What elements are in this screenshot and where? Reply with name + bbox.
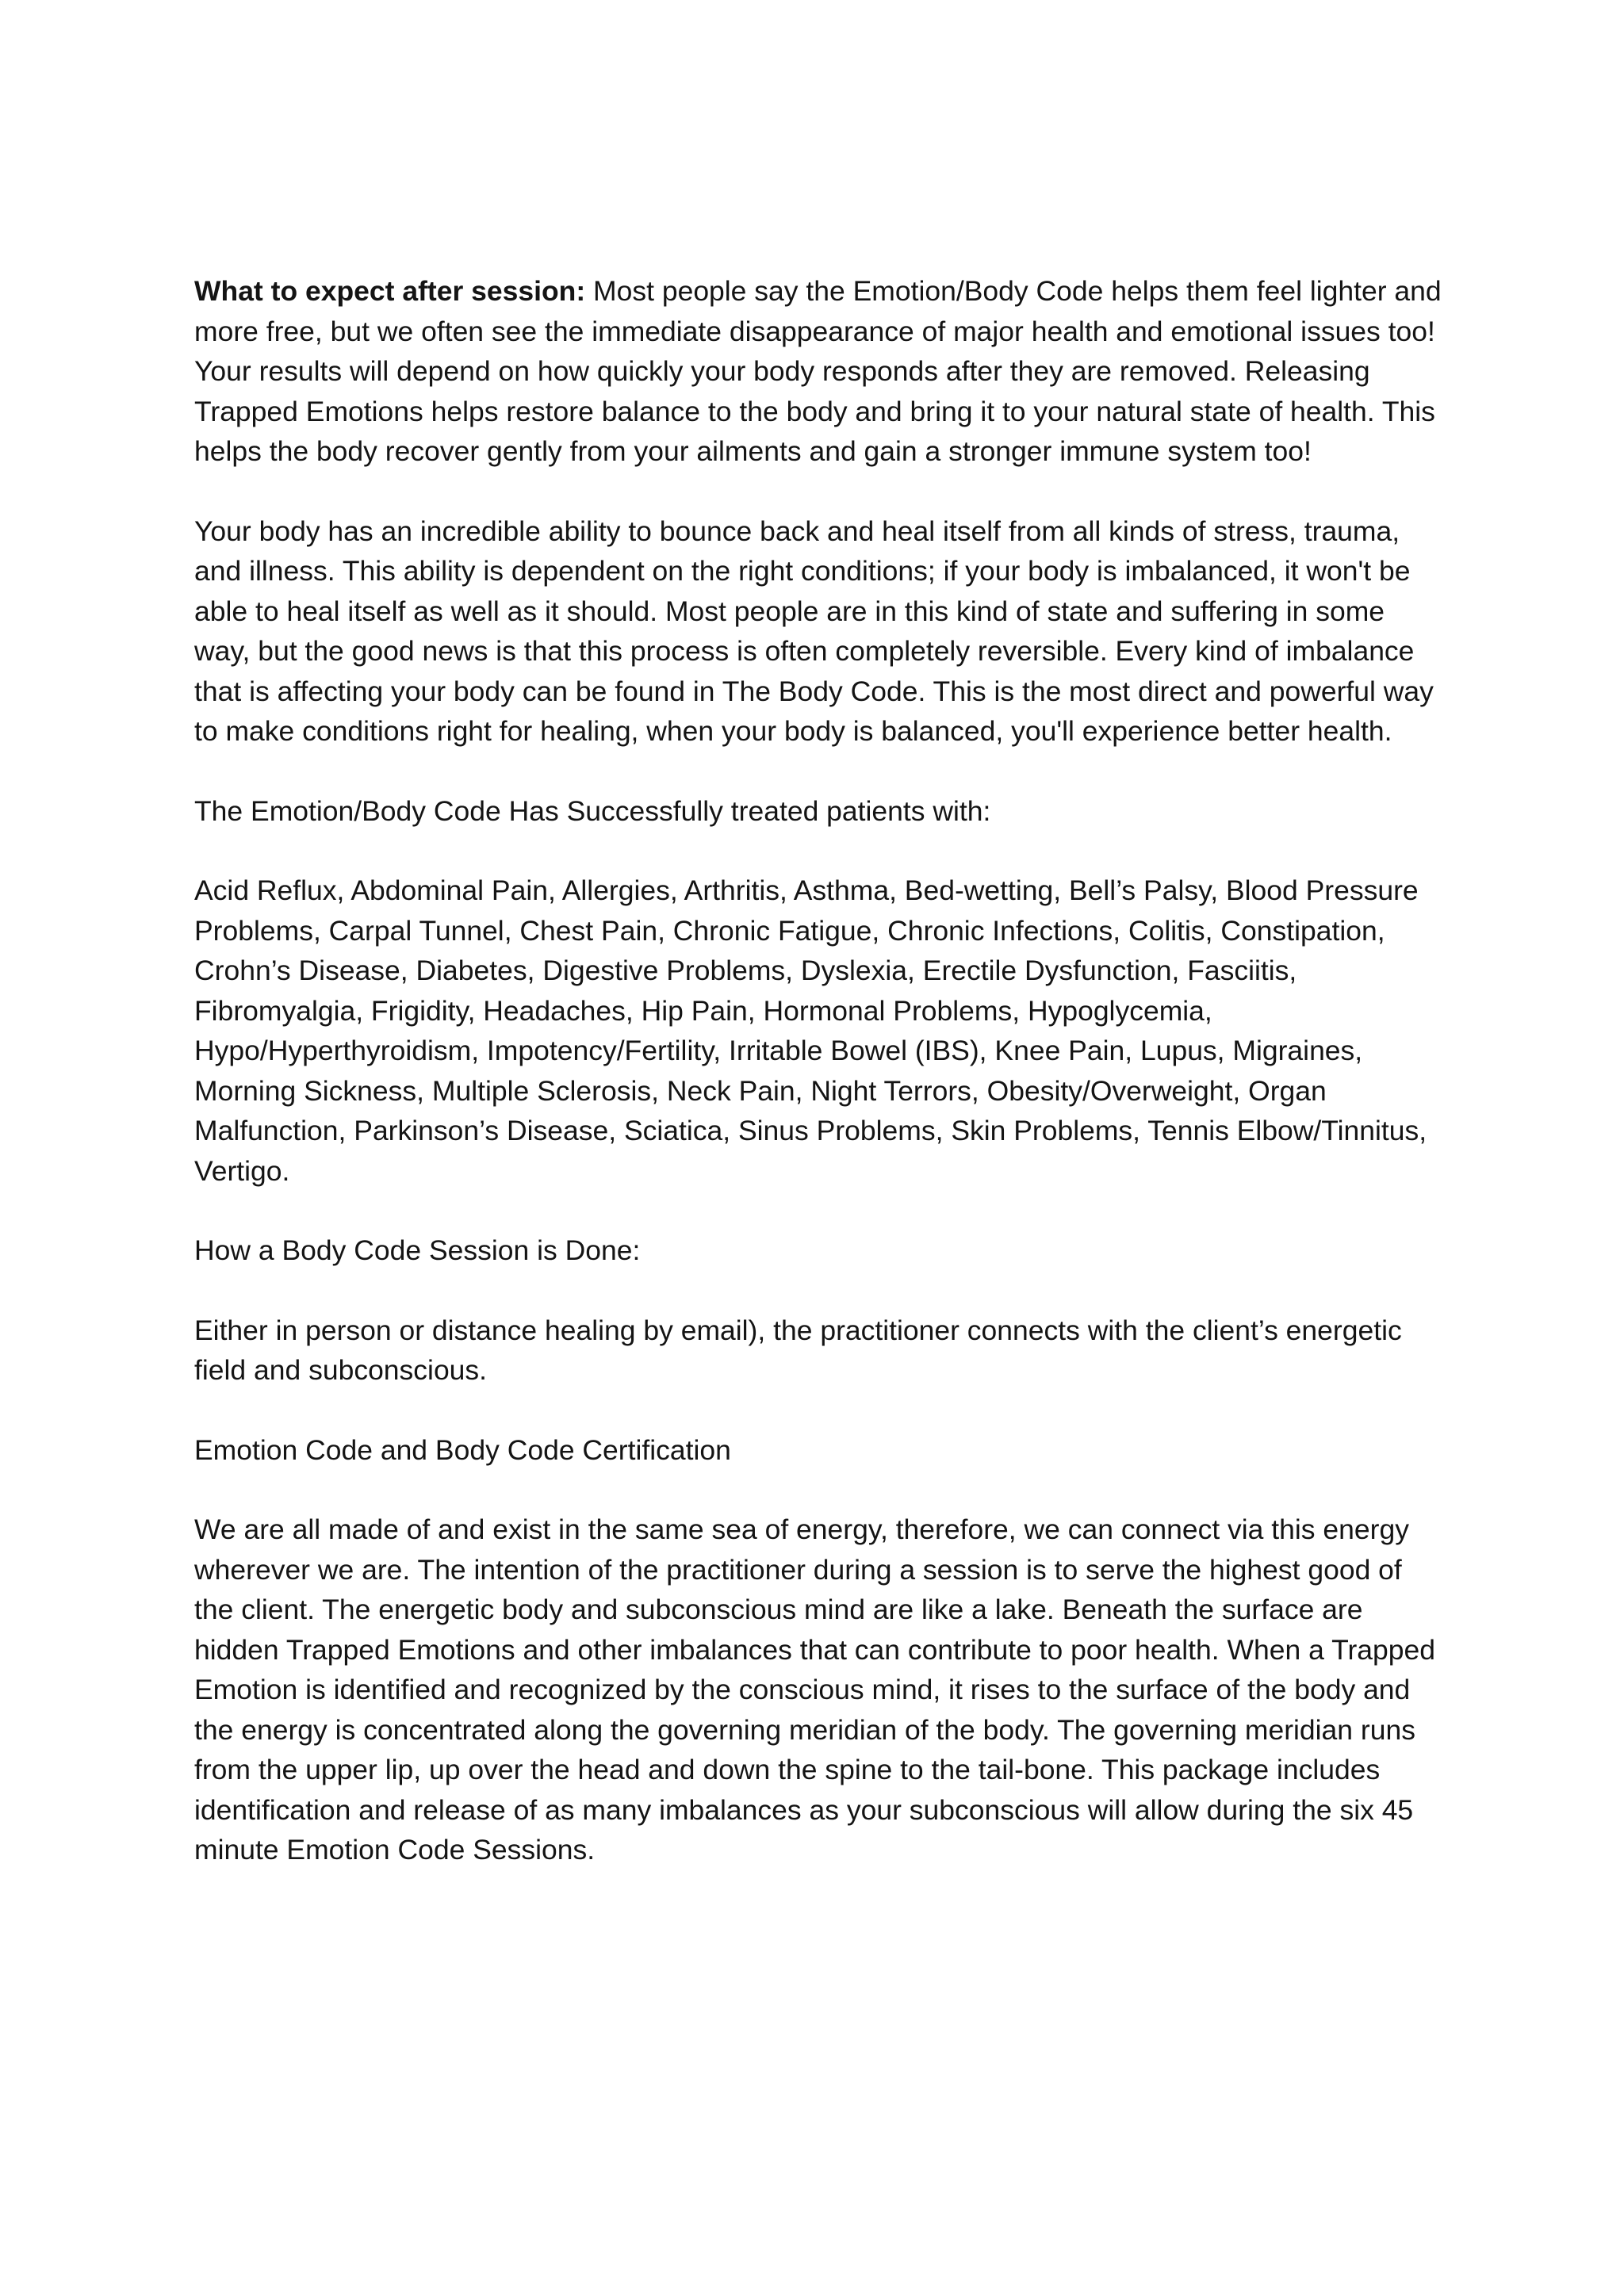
intro-lead: What to expect after session: xyxy=(194,275,586,307)
session-heading: How a Body Code Session is Done: xyxy=(194,1234,641,1266)
conditions-list: Acid Reflux, Abdominal Pain, Allergies, Arthritis, Asthma, Bed-wetting, Bell’s Palsy, Blood Pressure Problems, Carpal Tunnel, Chest Pain, Chronic Fatigue, Chronic Infections, Colitis, Constipation, Crohn’s Disease, Diabetes, Digestive Problems, Dyslexia, Erectile Dysfunction, Fasciitis, Fibromyalgia, Frigidity, Headaches, Hip Pain, Hormonal Problems, Hypoglycemia, Hypo/Hyperthyroidism, Impotency/Fertility, Irritable Bowel (IBS), Knee Pain, Lupus, Migraines, Morning Sickness, Multiple Sclerosis, Neck Pain, Night Terrors, Obesity/Overweight, Organ Malfunction, Parkinson’s Disease, Sciatica, Sinus Problems, Skin Problems, Tennis Elbow/Tinnitus, Vertigo. xyxy=(194,874,1427,1187)
energy-paragraph: We are all made of and exist in the same sea of energy, therefore, we can connect via this energy wherever we are. The intention of the practitioner during a session is to serve the highest good of the client. The energetic body and subconscious mind are like a lake. Beneath the surface are hidden Trapped Emotions and other imbalances that can contribute to poor health. When a Trapped Emotion is identified and recognized by the conscious mind, it rises to the surface of the body and the energy is concentrated along the governing meridian of the body. The governing meridian runs from the upper lip, up over the head and down the spine to the tail-bone. This package includes identification and release of as many imbalances as your subconscious will allow during the six 45 minute Emotion Code Sessions. xyxy=(194,1513,1435,1866)
document-page xyxy=(194,271,1447,1910)
treated-heading: The Emotion/Body Code Has Successfully treated patients with: xyxy=(194,794,991,827)
intro-paragraph xyxy=(194,271,1447,472)
certification-heading: Emotion Code and Body Code Certification xyxy=(194,1433,731,1466)
ability-paragraph: Your body has an incredible ability to bounce back and heal itself from all kinds of stress, trauma, and illness. This ability is dependent on the right conditions; if your body is imbalanced, it won't be able to heal itself as well as it should. Most people are in this kind of state and suffering in some way, but the good news is that this process is often completely reversible. Every kind of imbalance that is affecting your body can be found in The Body Code. This is the most direct and powerful way to make conditions right for healing, when your body is balanced, you'll experience better health. xyxy=(194,515,1434,747)
session-paragraph: Either in person or distance healing by email), the practitioner connects with the client’s energetic field and subconscious. xyxy=(194,1314,1402,1386)
intro-text: Most people say the Emotion/Body Code helps them feel lighter and more free, but we often see the immediate disappearance of major health and emotional issues too! Your results will depend on how quickly your body responds after they are removed. Releasing Trapped Emotions helps restore balance to the body and bring it to your natural state of health. This helps the body recover gently from your ailments and gain a stronger immune system too! xyxy=(194,275,1442,467)
